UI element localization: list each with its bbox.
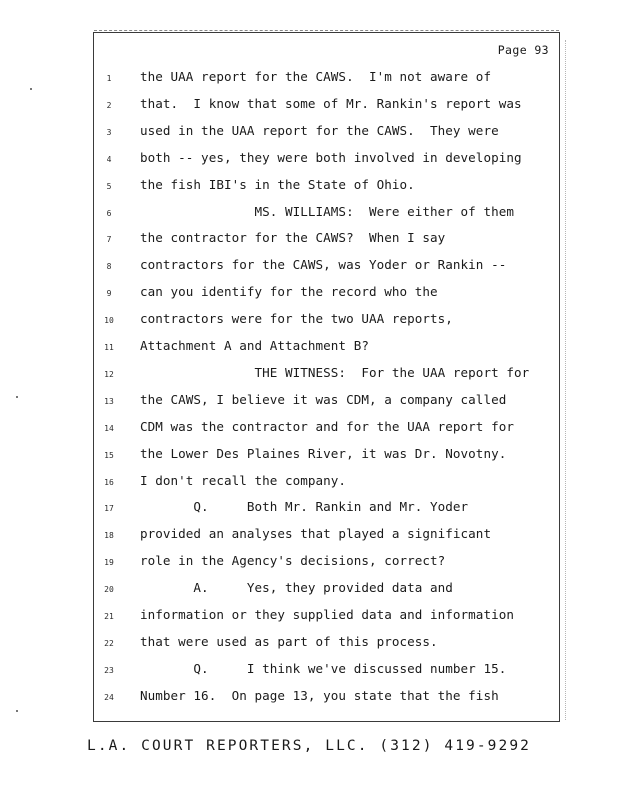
line-text: Attachment A and Attachment B?	[140, 338, 369, 353]
transcript-line	[94, 176, 559, 202]
transcript-line	[94, 391, 559, 417]
transcript-line	[94, 418, 559, 444]
scan-speck	[30, 88, 32, 90]
line-text: contractors were for the two UAA reports,	[140, 311, 453, 327]
transcript-line	[94, 337, 559, 363]
line-number: 7	[106, 235, 112, 245]
line-number: 1	[106, 74, 112, 83]
line-text: THE WITNESS: For the UAA report for	[140, 364, 530, 380]
transcript-line	[94, 149, 559, 175]
line-text: Q. I think we've discussed number 15.	[140, 660, 507, 676]
scan-speck	[16, 710, 18, 712]
line-text: role in the Agency's decisions, correct?	[140, 553, 446, 569]
transcript-line	[94, 579, 559, 605]
line-number: 8	[106, 262, 112, 272]
transcript-line	[94, 472, 559, 498]
transcript-line	[94, 498, 559, 524]
transcript-line	[94, 364, 559, 390]
reporter-footer: L.A. COURT REPORTERS, LLC. (312) 419-9292	[86, 738, 532, 754]
line-number: 19	[104, 558, 114, 568]
line-text: that were used as part of this process.	[140, 633, 438, 649]
scan-speck	[16, 396, 18, 398]
transcript-line	[94, 229, 559, 255]
line-number: 17	[104, 504, 114, 514]
transcript-line	[94, 633, 559, 659]
transcript-line	[94, 310, 559, 336]
line-text: used in the UAA report for the CAWS. They were	[140, 122, 499, 138]
line-number: 16	[104, 477, 114, 487]
line-text: the contractor for the CAWS? When I say	[140, 230, 446, 246]
page-edge-rule	[565, 40, 566, 720]
transcript-line	[94, 283, 559, 309]
line-text: provided an analyses that played a significant	[140, 526, 492, 542]
line-text: I don't recall the company.	[140, 472, 347, 488]
transcript-line	[94, 203, 559, 229]
transcript-line	[94, 606, 559, 632]
line-text: can you identify for the record who the	[140, 284, 438, 300]
line-text: MS. WILLIAMS: Were either of them	[140, 203, 514, 219]
line-number: 20	[104, 585, 114, 595]
line-text: that. I know that some of Mr. Rankin's report was	[140, 95, 522, 111]
line-number: 21	[104, 612, 114, 621]
line-text: CDM was the contractor and for the UAA report for	[140, 418, 514, 434]
transcript-line	[94, 445, 559, 471]
transcript-line	[94, 660, 559, 686]
line-text: the Lower Des Plaines River, it was Dr. Novotny.	[140, 445, 507, 461]
line-number: 12	[104, 369, 114, 379]
line-text: Q. Both Mr. Rankin and Mr. Yoder	[140, 499, 469, 515]
line-number: 6	[106, 208, 112, 218]
line-text: contractors for the CAWS, was Yoder or Rankin --	[140, 257, 507, 273]
line-number: 9	[106, 289, 112, 299]
line-text: Number 16. On page 13, you state that the fish	[140, 687, 499, 703]
transcript-line	[94, 122, 559, 148]
transcript-line	[94, 552, 559, 578]
line-number: 11	[104, 343, 114, 352]
transcript-line	[94, 687, 559, 713]
line-number: 3	[106, 127, 112, 137]
transcript-line	[94, 256, 559, 282]
line-text: the CAWS, I believe it was CDM, a company called	[140, 391, 507, 407]
line-number: 24	[104, 692, 114, 702]
transcript-frame	[93, 32, 560, 722]
page-number: Page 93	[497, 43, 549, 57]
line-text: information or they supplied data and information	[140, 607, 514, 622]
line-number: 22	[104, 638, 114, 648]
line-number: 18	[104, 531, 114, 541]
line-number: 4	[106, 154, 112, 164]
line-text: the fish IBI's in the State of Ohio.	[140, 176, 415, 192]
line-text: both -- yes, they were both involved in developing	[140, 149, 522, 165]
line-number: 5	[106, 181, 112, 191]
line-number: 15	[104, 450, 114, 460]
line-number: 10	[104, 316, 114, 326]
line-number: 2	[106, 100, 112, 110]
line-number: 14	[104, 423, 114, 433]
line-number: 13	[104, 396, 114, 406]
transcript-line	[94, 525, 559, 551]
line-text: the UAA report for the CAWS. I'm not aware of	[140, 69, 492, 84]
transcript-line	[94, 95, 559, 121]
line-text: A. Yes, they provided data and	[140, 580, 453, 596]
line-number: 23	[104, 665, 114, 675]
transcript-line	[94, 68, 559, 94]
